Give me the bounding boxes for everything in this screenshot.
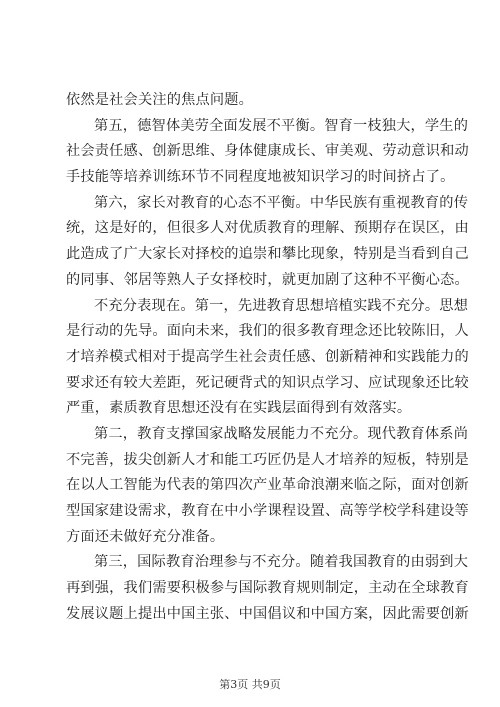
paragraph-first-line: 第六，家长对教育的心态不平衡。中华民族有重视教育的传	[94, 194, 469, 211]
text-line: 的同事、邻居等熟人子女择校时，就更加剧了这种不平衡心态。	[66, 271, 469, 288]
text-line: 此造成了广大家长对择校的追崇和攀比现象，特别是当看到自己	[66, 246, 469, 263]
text-line: 依然是社会关注的焦点问题。	[66, 92, 254, 108]
text-line: 手技能等培养训练环节不同程度地被知识学习的时间挤占了。	[66, 169, 455, 186]
text-line: 型国家建设需求，教育在中小学课程设置、高等学校学科建设等	[66, 503, 469, 519]
text-line: 是行动的先导。面向未来，我们的很多教育理念还比较陈旧，人	[66, 323, 469, 340]
text-line: 才培养模式相对于提高学生社会责任感、创新精神和实践能力的	[66, 348, 469, 365]
text-line: 要求还有较大差距，死记硬背式的知识点学习、应试现象还比较	[66, 374, 469, 391]
text-line: 方面还未做好充分准备。	[66, 528, 225, 545]
paragraph-first-line: 第三，国际教育治理参与不充分。随着我国教育的由弱到大	[94, 554, 469, 571]
text-line: 再到强，我们需要积极参与国际教育规则制定，主动在全球教育	[66, 580, 469, 597]
paragraph-first-line: 不充分表现在。第一，先进教育思想培植实践不充分。思想	[94, 297, 469, 314]
text-line: 在以人工智能为代表的第四次产业革命浪潮来临之际，面对创新	[66, 477, 469, 494]
paragraph-first-line: 第二，教育支撑国家战略发展能力不充分。现代教育体系尚	[94, 425, 469, 442]
paragraph-first-line: 第五，德智体美劳全面发展不平衡。智育一枝独大，学生的	[94, 117, 469, 134]
text-line: 发展议题上提出中国主张、中国倡议和中国方案，因此需要创新	[66, 605, 469, 622]
page-number-footer: 第3页 共9页	[219, 678, 281, 691]
text-line: 严重，素质教育思想还没有在实践层面得到有效落实。	[66, 400, 412, 417]
document-body	[66, 88, 469, 627]
text-line: 社会责任感、创新思维、身体健康成长、审美观、劳动意识和动	[66, 143, 469, 160]
text-line: 统，这是好的，但很多人对优质教育的理解、预期存在误区，由	[66, 220, 469, 237]
text-line: 不完善，拔尖创新人才和能工巧匠仍是人才培养的短板，特别是	[66, 451, 469, 468]
